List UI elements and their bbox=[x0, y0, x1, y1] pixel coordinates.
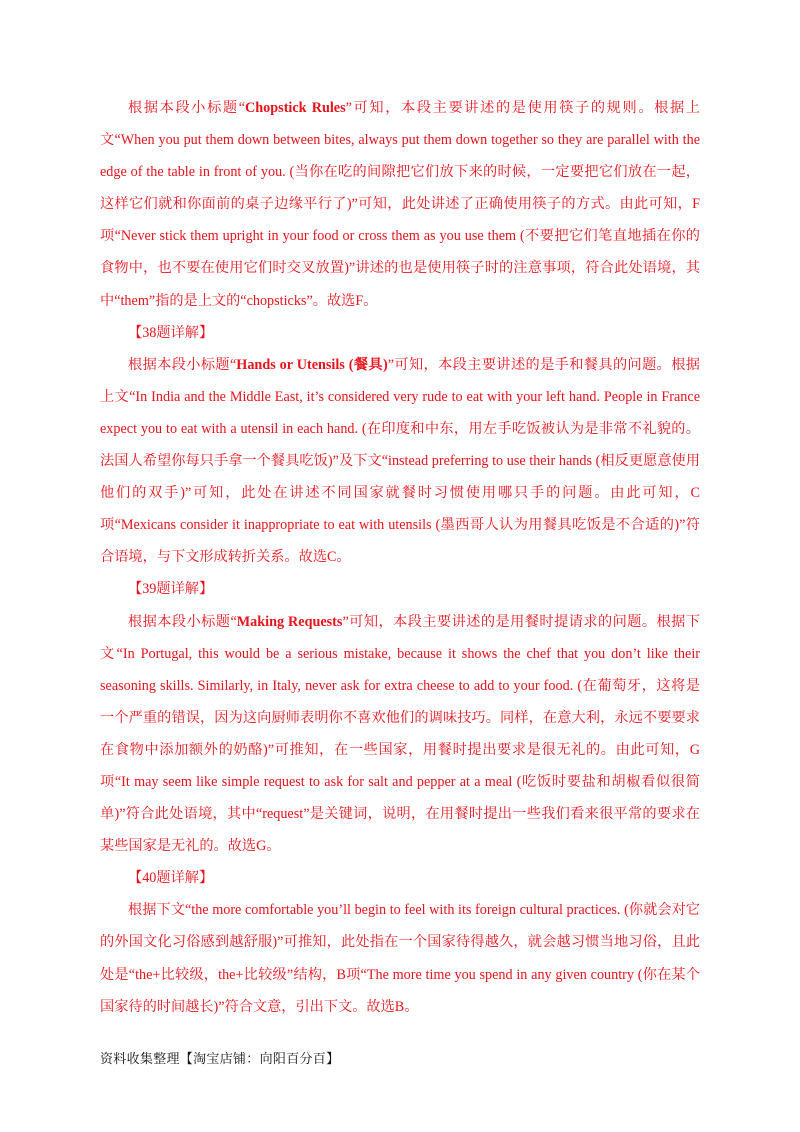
section-title-hands-or-utensils: Hands or Utensils (餐具) bbox=[236, 356, 388, 373]
section-title-making-requests: Making Requests bbox=[236, 613, 343, 630]
paragraph-40: 根据下文“the more comfortable you’ll begin to feel with its foreign cultural practices. (你就会对它的外国文化习俗感到越舒服)”可推知，此处指在一个国家待得越久，就会越习惯当地习俗，且此处是“the+比较级，the+比较级”结构，B项“The more time you spend in any given country (你在某个国家待的时间越长)”符合文意，引出下文。故选B。 bbox=[100, 902, 700, 1015]
paragraph-38 bbox=[100, 349, 700, 574]
paragraph-text: ”可知，本段主要讲述的是手和餐具的问题。根据上文“In India and the Middle East, it’s considered very rude to eat with your left hand. People in France expect you to eat with a utensil in each hand. (在印度和中东，用左手吃饭被认为是非常不礼貌的。法国人希望你每只手拿一个餐具吃饭)”及下文“instead preferring to use their hands (相反更愿意使用他们的双手)”可知，此处在讲述不同国家就餐时习惯使用哪只手的问题。由此可知，C项“Mexicans consider it inappropriate to eat with utensils (墨西哥人认为用餐具吃饭是不合适的)”符合语境，与下文形成转折关系。故选C。 bbox=[100, 356, 700, 566]
paragraph-text: 根据本段小标题“ bbox=[128, 100, 246, 116]
heading-40: 【40题详解】 bbox=[128, 870, 214, 887]
paragraph-text: ”可知，本段主要讲述的是用餐时提请求的问题。根据下文“In Portugal, this would be a serious mistake, because it shows the chef that you don’t like their seasoning skills. Similarly, in Italy, never ask for extra cheese to add to your food. (在葡萄牙，这将是一个严重的错误，因为这向厨师表明你不喜欢他们的调味技巧。同样，在意大利，永远不要要求在食物中添加额外的奶酪)”可推知，在一些国家，用餐时提出要求是很无礼的。由此可知，G项“It may seem like simple request to ask for salt and pepper at a meal (吃饭时要盐和胡椒看似很简单)”符合此处语境，其中“request”是关键词，说明，在用餐时提出一些我们看来很平常的要求在某些国家是无礼的。故选G。 bbox=[100, 613, 700, 855]
page-footer: 资料收集整理【淘宝店铺：向阳百分百】 bbox=[100, 1051, 340, 1066]
heading-39: 【39题详解】 bbox=[128, 581, 214, 598]
paragraph-37 bbox=[100, 92, 700, 317]
paragraph-text: 根据本段小标题“ bbox=[128, 613, 237, 630]
heading-38: 【38题详解】 bbox=[128, 324, 214, 341]
explanation-body bbox=[100, 92, 700, 1023]
section-title-chopstick-rules: Chopstick Rules bbox=[245, 100, 346, 116]
paragraph-39 bbox=[100, 606, 700, 863]
paragraph-text: ”可知，本段主要讲述的是使用筷子的规则。根据上文“When you put them down between bites, always put them down together so they are parallel with the edge of the table in front of you. (当你在吃的间隙把它们放下来的时候，一定要把它们放在一起，这样它们就和你面前的桌子边缘平行了)”可知，此处讲述了正确使用筷子的方式。由此可知，F项“Never stick them upright in your food or cross them as you use them (不要把它们笔直地插在你的食物中，也不要在使用它们时交叉放置)”讲述的也是使用筷子时的注意事项，符合此处语境，其中“them”指的是上文的“chopsticks”。故选F。 bbox=[100, 100, 700, 309]
paragraph-text: 根据本段小标题“ bbox=[128, 356, 237, 373]
